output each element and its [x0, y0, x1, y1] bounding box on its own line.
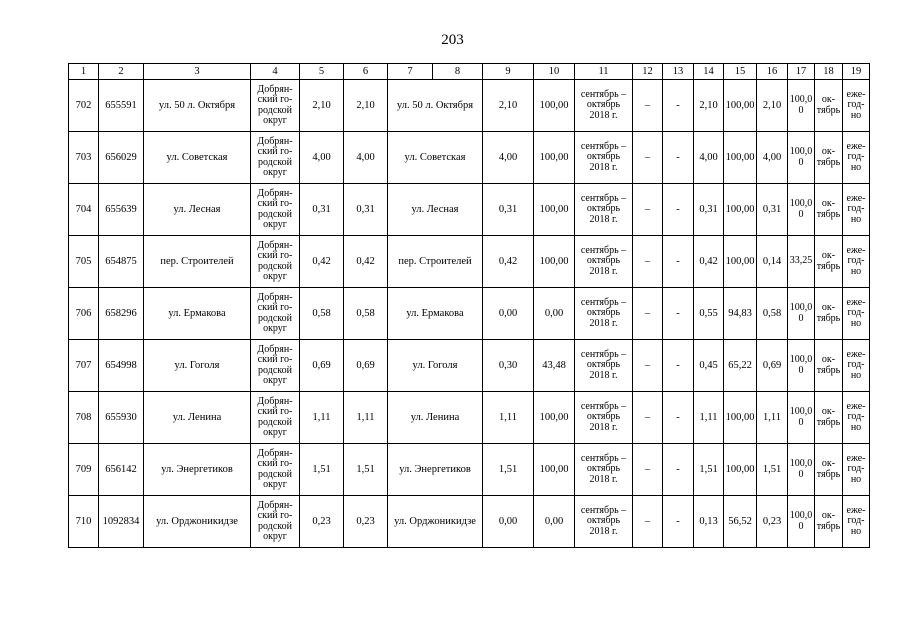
- cell-street-name-2: ул. Советская: [388, 132, 483, 184]
- cell-value-col18: ок-тябрь: [815, 288, 843, 340]
- cell-value-col6: 4,00: [344, 132, 388, 184]
- cell-value-col15: 100,00: [724, 444, 757, 496]
- cell-row-number: 702: [69, 80, 99, 132]
- cell-value-col17: 100,0 0: [788, 288, 815, 340]
- cell-value-col9: 1,51: [483, 444, 534, 496]
- cell-value-col13: -: [663, 392, 694, 444]
- cell-street-name: ул. Энергетиков: [144, 444, 251, 496]
- cell-value-col19: еже-год-но: [843, 496, 870, 548]
- cell-district-name: Добрян-ский го-родской округ: [251, 184, 300, 236]
- cell-value-col13: -: [663, 340, 694, 392]
- column-header-19: 19: [843, 64, 870, 80]
- cell-value-col17: 33,25: [788, 236, 815, 288]
- cell-street-name: ул. Ермакова: [144, 288, 251, 340]
- cell-value-col18: ок-тябрь: [815, 444, 843, 496]
- cell-street-name: ул. Советская: [144, 132, 251, 184]
- cell-period: сентябрь – октябрь 2018 г.: [575, 132, 633, 184]
- cell-value-col12: –: [633, 132, 663, 184]
- cell-district-name: Добрян-ский го-родской округ: [251, 80, 300, 132]
- cell-row-number: 704: [69, 184, 99, 236]
- cell-value-col12: –: [633, 392, 663, 444]
- cell-value-col17: 100,0 0: [788, 80, 815, 132]
- cell-value-col13: -: [663, 132, 694, 184]
- cell-value-col6: 1,11: [344, 392, 388, 444]
- cell-value-col6: 2,10: [344, 80, 388, 132]
- cell-street-name-2: ул. Лесная: [388, 184, 483, 236]
- cell-value-col14: 4,00: [694, 132, 724, 184]
- column-header-3: 3: [144, 64, 251, 80]
- cell-object-code: 655930: [99, 392, 144, 444]
- cell-value-col5: 0,42: [300, 236, 344, 288]
- data-table: [68, 63, 870, 548]
- cell-value-col5: 0,31: [300, 184, 344, 236]
- cell-row-number: 707: [69, 340, 99, 392]
- cell-value-col12: –: [633, 288, 663, 340]
- cell-value-col16: 1,51: [757, 444, 788, 496]
- table-row: [69, 132, 870, 184]
- header-row: [69, 64, 870, 80]
- cell-value-col18: ок-тябрь: [815, 496, 843, 548]
- cell-street-name-2: ул. Энергетиков: [388, 444, 483, 496]
- cell-value-col10: 0,00: [534, 496, 575, 548]
- cell-value-col5: 0,58: [300, 288, 344, 340]
- cell-value-col17: 100,0 0: [788, 392, 815, 444]
- column-header-2: 2: [99, 64, 144, 80]
- cell-value-col17: 100,0 0: [788, 496, 815, 548]
- cell-value-col14: 0,45: [694, 340, 724, 392]
- cell-value-col5: 4,00: [300, 132, 344, 184]
- cell-district-name: Добрян-ский го-родской округ: [251, 496, 300, 548]
- cell-object-code: 654875: [99, 236, 144, 288]
- table-row: [69, 340, 870, 392]
- cell-value-col12: –: [633, 184, 663, 236]
- cell-value-col19: еже-год-но: [843, 80, 870, 132]
- cell-value-col19: еже-год-но: [843, 236, 870, 288]
- cell-street-name-2: ул. Орджоникидзе: [388, 496, 483, 548]
- cell-street-name-2: ул. 50 л. Октября: [388, 80, 483, 132]
- cell-object-code: 655639: [99, 184, 144, 236]
- cell-value-col9: 4,00: [483, 132, 534, 184]
- cell-value-col10: 0,00: [534, 288, 575, 340]
- cell-value-col15: 100,00: [724, 132, 757, 184]
- column-header-13: 13: [663, 64, 694, 80]
- cell-value-col9: 0,30: [483, 340, 534, 392]
- cell-value-col14: 1,51: [694, 444, 724, 496]
- cell-value-col18: ок-тябрь: [815, 392, 843, 444]
- cell-value-col17: 100,0 0: [788, 184, 815, 236]
- cell-value-col5: 0,69: [300, 340, 344, 392]
- cell-object-code: 656029: [99, 132, 144, 184]
- cell-street-name: ул. Ленина: [144, 392, 251, 444]
- cell-value-col12: –: [633, 80, 663, 132]
- cell-value-col13: -: [663, 80, 694, 132]
- column-header-7: 7: [388, 64, 433, 80]
- cell-value-col19: еже-год-но: [843, 392, 870, 444]
- column-header-10: 10: [534, 64, 575, 80]
- cell-value-col6: 0,69: [344, 340, 388, 392]
- cell-value-col16: 0,31: [757, 184, 788, 236]
- table-row: [69, 444, 870, 496]
- cell-object-code: 1092834: [99, 496, 144, 548]
- cell-value-col18: ок-тябрь: [815, 132, 843, 184]
- cell-value-col12: –: [633, 444, 663, 496]
- cell-value-col15: 100,00: [724, 80, 757, 132]
- cell-value-col14: 0,31: [694, 184, 724, 236]
- cell-value-col9: 1,11: [483, 392, 534, 444]
- column-header-11: 11: [575, 64, 633, 80]
- cell-period: сентябрь – октябрь 2018 г.: [575, 288, 633, 340]
- cell-value-col13: -: [663, 288, 694, 340]
- cell-value-col5: 0,23: [300, 496, 344, 548]
- cell-value-col13: -: [663, 444, 694, 496]
- cell-value-col16: 0,23: [757, 496, 788, 548]
- cell-street-name: пер. Строителей: [144, 236, 251, 288]
- cell-street-name: ул. 50 л. Октября: [144, 80, 251, 132]
- cell-district-name: Добрян-ский го-родской округ: [251, 236, 300, 288]
- cell-value-col15: 94,83: [724, 288, 757, 340]
- column-header-17: 17: [788, 64, 815, 80]
- cell-period: сентябрь – октябрь 2018 г.: [575, 236, 633, 288]
- column-header-14: 14: [694, 64, 724, 80]
- cell-value-col10: 100,00: [534, 444, 575, 496]
- cell-value-col10: 100,00: [534, 184, 575, 236]
- cell-row-number: 710: [69, 496, 99, 548]
- column-header-9: 9: [483, 64, 534, 80]
- cell-value-col9: 0,42: [483, 236, 534, 288]
- cell-value-col15: 56,52: [724, 496, 757, 548]
- cell-value-col14: 2,10: [694, 80, 724, 132]
- cell-object-code: 655591: [99, 80, 144, 132]
- cell-value-col15: 100,00: [724, 236, 757, 288]
- cell-object-code: 656142: [99, 444, 144, 496]
- column-header-16: 16: [757, 64, 788, 80]
- cell-value-col16: 2,10: [757, 80, 788, 132]
- cell-value-col18: ок-тябрь: [815, 184, 843, 236]
- cell-value-col18: ок-тябрь: [815, 80, 843, 132]
- column-header-15: 15: [724, 64, 757, 80]
- cell-street-name-2: пер. Строителей: [388, 236, 483, 288]
- cell-value-col15: 65,22: [724, 340, 757, 392]
- cell-value-col13: -: [663, 236, 694, 288]
- cell-period: сентябрь – октябрь 2018 г.: [575, 80, 633, 132]
- cell-value-col6: 1,51: [344, 444, 388, 496]
- cell-value-col17: 100,0 0: [788, 444, 815, 496]
- column-header-18: 18: [815, 64, 843, 80]
- table-row: [69, 392, 870, 444]
- column-header-5: 5: [300, 64, 344, 80]
- cell-value-col9: 0,00: [483, 496, 534, 548]
- cell-value-col10: 100,00: [534, 80, 575, 132]
- cell-period: сентябрь – октябрь 2018 г.: [575, 444, 633, 496]
- cell-value-col16: 4,00: [757, 132, 788, 184]
- cell-value-col10: 100,00: [534, 132, 575, 184]
- cell-street-name-2: ул. Ермакова: [388, 288, 483, 340]
- cell-value-col16: 0,69: [757, 340, 788, 392]
- cell-district-name: Добрян-ский го-родской округ: [251, 132, 300, 184]
- cell-value-col15: 100,00: [724, 184, 757, 236]
- cell-value-col10: 100,00: [534, 392, 575, 444]
- table-body: [69, 80, 870, 548]
- cell-value-col10: 43,48: [534, 340, 575, 392]
- column-header-1: 1: [69, 64, 99, 80]
- cell-period: сентябрь – октябрь 2018 г.: [575, 496, 633, 548]
- cell-value-col18: ок-тябрь: [815, 340, 843, 392]
- cell-row-number: 706: [69, 288, 99, 340]
- column-header-6: 6: [344, 64, 388, 80]
- cell-object-code: 658296: [99, 288, 144, 340]
- cell-value-col9: 0,00: [483, 288, 534, 340]
- cell-value-col5: 2,10: [300, 80, 344, 132]
- cell-value-col17: 100,0 0: [788, 340, 815, 392]
- page-number: 203: [441, 32, 464, 48]
- cell-period: сентябрь – октябрь 2018 г.: [575, 392, 633, 444]
- cell-value-col19: еже-год-но: [843, 184, 870, 236]
- cell-district-name: Добрян-ский го-родской округ: [251, 288, 300, 340]
- cell-value-col18: ок-тябрь: [815, 236, 843, 288]
- cell-period: сентябрь – октябрь 2018 г.: [575, 340, 633, 392]
- table-row: [69, 288, 870, 340]
- cell-street-name-2: ул. Ленина: [388, 392, 483, 444]
- cell-value-col6: 0,31: [344, 184, 388, 236]
- cell-row-number: 709: [69, 444, 99, 496]
- table-row: [69, 80, 870, 132]
- cell-street-name: ул. Орджоникидзе: [144, 496, 251, 548]
- cell-value-col19: еже-год-но: [843, 444, 870, 496]
- column-header-8: 8: [433, 64, 483, 80]
- cell-district-name: Добрян-ский го-родской округ: [251, 392, 300, 444]
- cell-value-col9: 2,10: [483, 80, 534, 132]
- cell-object-code: 654998: [99, 340, 144, 392]
- cell-value-col14: 0,42: [694, 236, 724, 288]
- cell-value-col16: 0,58: [757, 288, 788, 340]
- cell-value-col14: 1,11: [694, 392, 724, 444]
- cell-value-col12: –: [633, 340, 663, 392]
- cell-value-col10: 100,00: [534, 236, 575, 288]
- cell-value-col12: –: [633, 496, 663, 548]
- table-row: [69, 184, 870, 236]
- cell-value-col6: 0,23: [344, 496, 388, 548]
- cell-value-col19: еже-год-но: [843, 288, 870, 340]
- cell-row-number: 705: [69, 236, 99, 288]
- cell-value-col16: 1,11: [757, 392, 788, 444]
- cell-value-col14: 0,13: [694, 496, 724, 548]
- cell-value-col12: –: [633, 236, 663, 288]
- cell-value-col6: 0,58: [344, 288, 388, 340]
- column-header-4: 4: [251, 64, 300, 80]
- cell-row-number: 708: [69, 392, 99, 444]
- cell-row-number: 703: [69, 132, 99, 184]
- cell-value-col5: 1,11: [300, 392, 344, 444]
- cell-value-col14: 0,55: [694, 288, 724, 340]
- cell-street-name: ул. Лесная: [144, 184, 251, 236]
- cell-street-name-2: ул. Гоголя: [388, 340, 483, 392]
- cell-value-col5: 1,51: [300, 444, 344, 496]
- cell-value-col17: 100,0 0: [788, 132, 815, 184]
- cell-value-col13: -: [663, 184, 694, 236]
- cell-district-name: Добрян-ский го-родской округ: [251, 340, 300, 392]
- cell-district-name: Добрян-ский го-родской округ: [251, 444, 300, 496]
- cell-value-col9: 0,31: [483, 184, 534, 236]
- cell-value-col6: 0,42: [344, 236, 388, 288]
- column-header-12: 12: [633, 64, 663, 80]
- cell-value-col19: еже-год-но: [843, 132, 870, 184]
- cell-value-col19: еже-год-но: [843, 340, 870, 392]
- cell-street-name: ул. Гоголя: [144, 340, 251, 392]
- cell-value-col13: -: [663, 496, 694, 548]
- cell-value-col15: 100,00: [724, 392, 757, 444]
- table-row: [69, 236, 870, 288]
- cell-period: сентябрь – октябрь 2018 г.: [575, 184, 633, 236]
- cell-value-col16: 0,14: [757, 236, 788, 288]
- table-row: [69, 496, 870, 548]
